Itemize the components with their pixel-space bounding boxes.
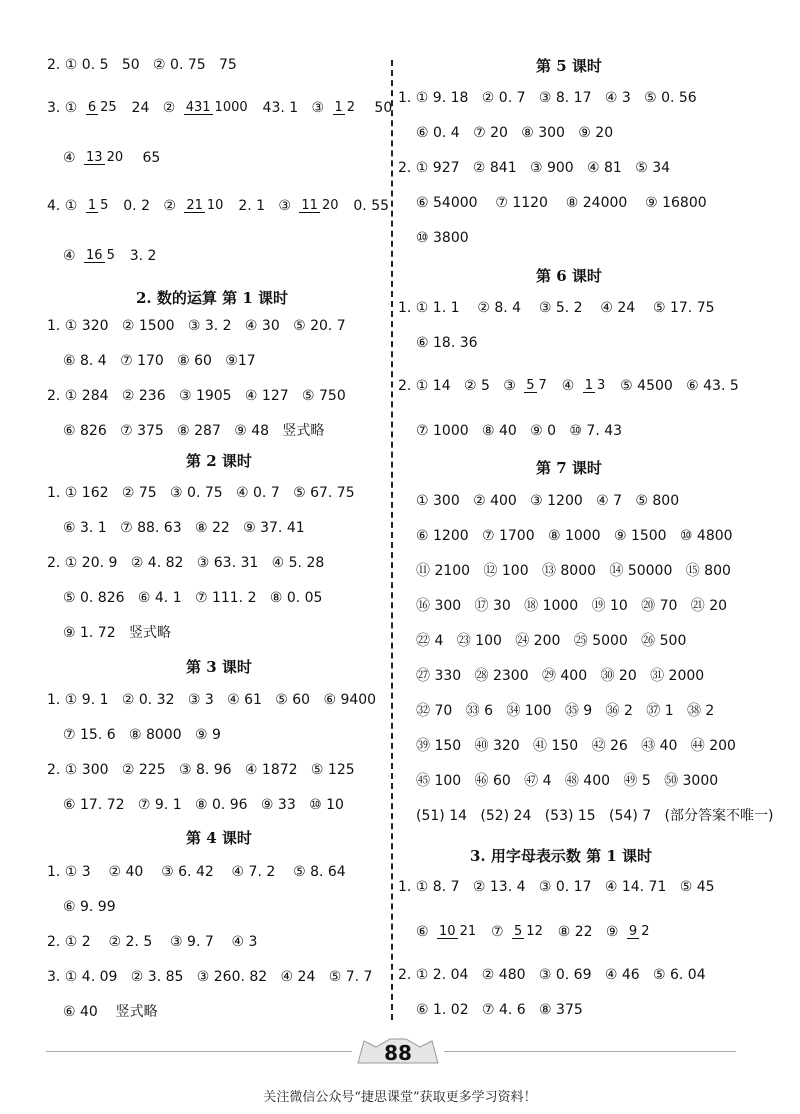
- fraction-numerator: 1: [87, 197, 97, 213]
- answer-line: [63, 508, 305, 548]
- answer-text: ⑥ 17. 72 ⑦ 9. 1 ⑧ 0. 96 ⑨ 33 ⑩ 10: [63, 797, 344, 813]
- fraction-denominator: 25: [100, 99, 117, 115]
- answer-line: [416, 183, 707, 223]
- answer-line: [63, 578, 322, 618]
- answer-line: [398, 955, 706, 995]
- answer-text: 2. ① 927 ② 841 ③ 900 ④ 81 ⑤ 34: [398, 160, 671, 176]
- fraction-numerator: 5: [526, 377, 535, 393]
- answer-line: [47, 750, 355, 790]
- answer-line: [416, 113, 613, 153]
- answer-line: [47, 186, 389, 226]
- answer-line: [416, 621, 686, 661]
- fraction-numerator: 1: [334, 99, 343, 115]
- answer-text: 0. 2 ②: [114, 198, 181, 214]
- answer-text: 0. 55: [344, 198, 390, 214]
- answer-text: 1. ① 1. 1 ② 8. 4 ③ 5. 2 ④ 24 ⑤ 17. 75: [398, 300, 715, 316]
- answer-text: ⑥ 40 竖式略: [63, 1004, 158, 1020]
- answer-line: [63, 411, 324, 451]
- section-heading: 第 2 课时: [186, 452, 252, 470]
- fraction: [184, 199, 225, 214]
- answer-text: 2. ① 0. 5 50 ② 0. 75 75: [47, 57, 237, 73]
- answer-text: ① 300 ② 400 ③ 1200 ④ 7 ⑤ 800: [416, 493, 680, 509]
- answer-line: [416, 726, 736, 766]
- answer-line: [416, 551, 731, 591]
- fraction-numerator: 9: [628, 923, 638, 939]
- answer-line: [47, 957, 372, 997]
- answer-line: [47, 473, 355, 513]
- section-heading: 第 4 课时: [186, 829, 252, 847]
- answer-text: ⑥ 9. 99: [63, 899, 116, 915]
- answer-line: [398, 867, 715, 907]
- answer-text: 43. 1 ③: [253, 100, 329, 116]
- fraction: [184, 101, 250, 116]
- fraction-denominator: 7: [538, 377, 547, 393]
- answer-text: ⑩ 3800: [416, 230, 469, 246]
- fraction: [299, 199, 340, 214]
- fraction-numerator: 21: [186, 197, 203, 213]
- fraction: [86, 199, 111, 214]
- fraction: [86, 101, 119, 116]
- section-heading: 第 7 课时: [536, 459, 602, 477]
- answer-text: 2. 1 ③: [229, 198, 296, 214]
- answer-line: [416, 656, 704, 696]
- fraction-denominator: 3: [596, 377, 606, 393]
- fraction-numerator: 10: [439, 923, 456, 939]
- answer-text: 3. 2: [120, 248, 157, 264]
- answer-text: ⑤ 4500 ⑥ 43. 5: [611, 378, 739, 394]
- footer-note: 关注微信公众号“捷思课堂”获取更多学习资料！: [263, 1090, 537, 1105]
- answer-text: ⑥: [416, 924, 434, 940]
- fraction-denominator: 2: [346, 99, 356, 115]
- answer-text: 1. ① 9. 18 ② 0. 7 ③ 8. 17 ④ 3 ⑤ 0. 56: [398, 90, 697, 106]
- answer-text: ㊺ 100 ㊻ 60 ㊼ 4 ㊽ 400 ㊾ 5 ㊿ 3000: [416, 773, 719, 789]
- fraction-numerator: 16: [86, 247, 103, 263]
- answer-text: ⑦ 1000 ⑧ 40 ⑨ 0 ⑩ 7. 43: [416, 423, 623, 439]
- footer-rule-left: [46, 1051, 352, 1052]
- answer-text: ⑦ 15. 6 ⑧ 8000 ⑨ 9: [63, 727, 221, 743]
- fraction-denominator: 20: [106, 149, 124, 165]
- fraction: [583, 379, 608, 394]
- answer-text: ⑦: [482, 924, 509, 940]
- fraction-denominator: 2: [641, 923, 650, 939]
- answer-text: ④: [63, 150, 81, 166]
- answer-text: ⑧ 22 ⑨: [548, 924, 623, 940]
- answer-text: 3. ①: [47, 100, 82, 116]
- fraction-numerator: 431: [185, 99, 211, 115]
- answer-line: [47, 543, 324, 583]
- answer-line: [63, 138, 160, 178]
- section-heading: 第 5 课时: [536, 57, 602, 75]
- answer-line: [63, 613, 171, 653]
- answer-line: [63, 992, 158, 1032]
- fraction-numerator: 1: [584, 377, 593, 393]
- fraction-numerator: 6: [87, 99, 97, 115]
- answer-text: 2. ① 20. 9 ② 4. 82 ③ 63. 31 ④ 5. 28: [47, 555, 325, 571]
- column-divider: [391, 60, 393, 1020]
- answer-line: [416, 481, 679, 521]
- page-number-badge: [350, 1033, 446, 1073]
- answer-line: [63, 715, 221, 755]
- section-heading: 2. 数的运算 第 1 课时: [136, 289, 288, 307]
- section-heading: 第 6 课时: [536, 267, 602, 285]
- answer-line: [416, 323, 478, 363]
- answer-text: ⑥ 18. 36: [416, 335, 478, 351]
- fraction: [84, 151, 125, 166]
- answer-line: [416, 691, 714, 731]
- fraction-denominator: 20: [321, 197, 339, 213]
- fraction-denominator: 21: [459, 923, 477, 939]
- page-number: 88: [384, 1041, 412, 1065]
- answer-text: ⑥ 8. 4 ⑦ 170 ⑧ 60 ⑨17: [63, 353, 256, 369]
- answer-text: 4. ①: [47, 198, 82, 214]
- fraction: [512, 925, 545, 940]
- answer-line: [416, 516, 733, 556]
- fraction-denominator: 10: [206, 197, 224, 213]
- answer-text: ㊴ 150 ㊵ 320 ㊶ 150 ㊷ 26 ㊸ 40 ㊹ 200: [416, 738, 736, 754]
- answer-line: [398, 366, 739, 406]
- answer-text: ⑥ 1. 02 ⑦ 4. 6 ⑧ 375: [416, 1002, 583, 1018]
- fraction: [524, 379, 549, 394]
- answer-text: 2. ① 284 ② 236 ③ 1905 ④ 127 ⑤ 750: [47, 388, 346, 404]
- answer-text: ㉒ 4 ㉓ 100 ㉔ 200 ㉕ 5000 ㉖ 500: [416, 633, 687, 649]
- fraction-numerator: 13: [86, 149, 103, 165]
- answer-text: ⑪ 2100 ⑫ 100 ⑬ 8000 ⑭ 50000 ⑮ 800: [416, 563, 731, 579]
- answer-text: ⑯ 300 ⑰ 30 ⑱ 1000 ⑲ 10 ⑳ 70 ㉑ 20: [416, 598, 728, 614]
- answer-text: (51) 14 (52) 24 (53) 15 (54) 7 (部分答案不唯一): [416, 808, 774, 824]
- answer-line: [416, 218, 469, 258]
- answer-line: [416, 761, 718, 801]
- fraction-numerator: 5: [514, 923, 523, 939]
- answer-line: [47, 922, 257, 962]
- answer-text: 1. ① 8. 7 ② 13. 4 ③ 0. 17 ④ 14. 71 ⑤ 45: [398, 879, 715, 895]
- answer-text: 3. ① 4. 09 ② 3. 85 ③ 260. 82 ④ 24 ⑤ 7. 7: [47, 969, 373, 985]
- answer-line: [63, 887, 116, 927]
- answer-text: ⑥ 826 ⑦ 375 ⑧ 287 ⑨ 48 竖式略: [63, 423, 325, 439]
- fraction: [437, 925, 478, 940]
- answer-line: [47, 852, 346, 892]
- answer-line: [416, 411, 622, 451]
- answer-line: [416, 912, 655, 952]
- answer-line: [398, 288, 715, 328]
- answer-line: [47, 88, 392, 128]
- answer-line: [47, 376, 346, 416]
- answer-text: 1. ① 162 ② 75 ③ 0. 75 ④ 0. 7 ⑤ 67. 75: [47, 485, 355, 501]
- answer-text: 2. ① 2. 04 ② 480 ③ 0. 69 ④ 46 ⑤ 6. 04: [398, 967, 706, 983]
- answer-text: ⑥ 0. 4 ⑦ 20 ⑧ 300 ⑨ 20: [416, 125, 614, 141]
- fraction-denominator: 5: [106, 247, 115, 263]
- answer-text: ㉜ 70 ㉝ 6 ㉞ 100 ㉟ 9 ㊱ 2 ㊲ 1 ㊳ 2: [416, 703, 715, 719]
- fraction-denominator: 12: [526, 923, 543, 939]
- answer-line: [398, 148, 670, 188]
- answer-text: 50: [361, 100, 393, 116]
- answer-line: [63, 785, 344, 825]
- answer-text: 24 ②: [122, 100, 180, 116]
- answer-text: 1. ① 320 ② 1500 ③ 3. 2 ④ 30 ⑤ 20. 7: [47, 318, 346, 334]
- answer-text: 1. ① 3 ② 40 ③ 6. 42 ④ 7. 2 ⑤ 8. 64: [47, 864, 346, 880]
- answer-text: ⑨ 1. 72 竖式略: [63, 625, 171, 641]
- footer-rule-right: [444, 1051, 736, 1052]
- answer-line: [63, 341, 256, 381]
- answer-line: [47, 306, 346, 346]
- section-heading: 3. 用字母表示数 第 1 课时: [470, 847, 652, 865]
- section-heading: 第 3 课时: [186, 658, 252, 676]
- fraction: [627, 925, 652, 940]
- answer-text: ⑥ 3. 1 ⑦ 88. 63 ⑧ 22 ⑨ 37. 41: [63, 520, 305, 536]
- answer-text: ④: [63, 248, 81, 264]
- answer-line: [398, 78, 697, 118]
- answer-line: [47, 45, 237, 85]
- answer-text: 1. ① 9. 1 ② 0. 32 ③ 3 ④ 61 ⑤ 60 ⑥ 9400: [47, 692, 377, 708]
- answer-text: 2. ① 14 ② 5 ③: [398, 378, 521, 394]
- answer-text: ㉗ 330 ㉘ 2300 ㉙ 400 ㉚ 20 ㉛ 2000: [416, 668, 705, 684]
- answer-text: 2. ① 300 ② 225 ③ 8. 96 ④ 1872 ⑤ 125: [47, 762, 355, 778]
- answer-line: [416, 586, 727, 626]
- answer-text: 65: [129, 150, 161, 166]
- answer-text: ⑤ 0. 826 ⑥ 4. 1 ⑦ 111. 2 ⑧ 0. 05: [63, 590, 323, 606]
- answer-text: ⑥ 1200 ⑦ 1700 ⑧ 1000 ⑨ 1500 ⑩ 4800: [416, 528, 733, 544]
- fraction: [333, 101, 358, 116]
- answer-line: [63, 236, 156, 276]
- answer-line: [47, 680, 376, 720]
- answer-text: 2. ① 2 ② 2. 5 ③ 9. 7 ④ 3: [47, 934, 258, 950]
- fraction: [84, 249, 117, 264]
- answer-text: ⑥ 54000 ⑦ 1120 ⑧ 24000 ⑨ 16800: [416, 195, 707, 211]
- answer-line: [416, 990, 583, 1030]
- fraction-denominator: 1000: [214, 99, 248, 115]
- answer-line: [416, 796, 773, 836]
- fraction-denominator: 5: [100, 197, 109, 213]
- fraction-numerator: 11: [301, 197, 318, 213]
- answer-text: ④: [552, 378, 579, 394]
